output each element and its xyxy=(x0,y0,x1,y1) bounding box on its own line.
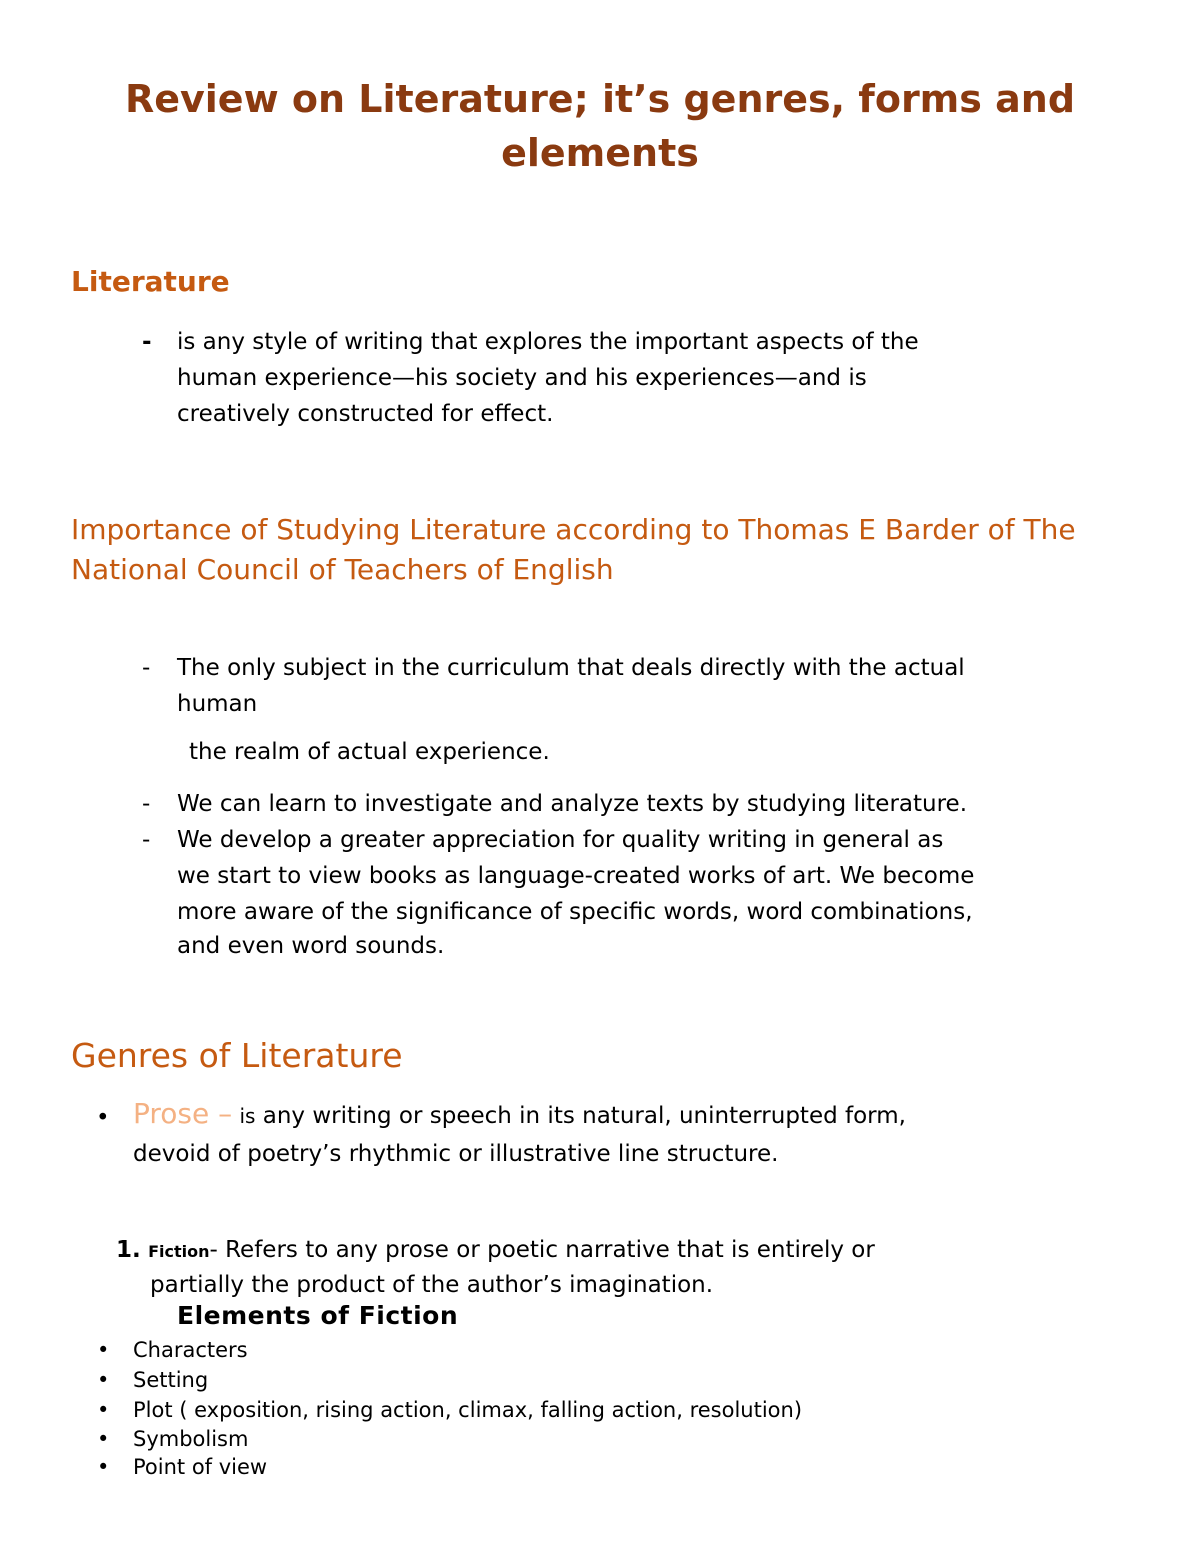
importance-bullet: - xyxy=(142,791,151,817)
prose-definition-text: any writing or speech in its natural, uninterrupted form, xyxy=(262,1103,906,1129)
literature-definition-line: creatively constructed for effect. xyxy=(177,401,554,427)
element-item: Point of view xyxy=(133,1455,268,1479)
prose-bullet: • xyxy=(96,1105,110,1131)
fiction-definition-line: partially the product of the author’s imagination. xyxy=(150,1272,714,1298)
importance-bullet: - xyxy=(142,655,151,681)
literature-definition-line: human experience—his society and his experiences—and is xyxy=(177,365,867,391)
element-item: Symbolism xyxy=(133,1427,249,1451)
fiction-definition-text: - Refers to any prose or poetic narrative that is entirely or xyxy=(209,1237,875,1263)
prose-definition-line: devoid of poetry’s rhythmic or illustrative line structure. xyxy=(133,1141,779,1167)
fiction-label: Fiction xyxy=(148,1242,210,1261)
fiction-definition-line xyxy=(116,1232,875,1270)
importance-bullet: - xyxy=(142,827,151,853)
element-item: Characters xyxy=(133,1338,248,1362)
heading-genres: Genres of Literature xyxy=(71,1036,403,1075)
importance-item-line: The only subject in the curriculum that deals directly with the actual xyxy=(177,655,965,681)
element-bullet: • xyxy=(97,1455,110,1479)
element-bullet: • xyxy=(97,1398,110,1422)
heading-importance: Importance of Studying Literature according to Thomas E Barder of The National Council of Teachers of English xyxy=(71,513,1076,586)
heading-literature: Literature xyxy=(71,265,230,298)
element-item: Setting xyxy=(133,1368,209,1392)
literature-definition-line: is any style of writing that explores the important aspects of the xyxy=(177,329,919,355)
element-bullet: • xyxy=(97,1368,110,1392)
document-title: Review on Literature; it’s genres, forms and elements xyxy=(124,77,1076,175)
importance-item-line: more aware of the significance of specific words, word combinations, xyxy=(177,899,973,925)
importance-item-line: human xyxy=(177,691,258,717)
prose-label: Prose – xyxy=(133,1097,233,1130)
prose-definition-line xyxy=(133,1096,906,1134)
element-item: Plot ( exposition, rising action, climax, falling action, resolution) xyxy=(133,1398,803,1422)
element-bullet: • xyxy=(97,1427,110,1451)
importance-item-line: we start to view books as language-created works of art. We become xyxy=(177,863,975,889)
importance-item-continuation: the realm of actual experience. xyxy=(189,739,550,765)
element-bullet: • xyxy=(97,1338,110,1362)
importance-item: We can learn to investigate and analyze texts by studying literature. xyxy=(177,791,968,817)
literature-bullet: - xyxy=(142,329,152,355)
importance-item-line: and even word sounds. xyxy=(177,933,445,959)
prose-is: is xyxy=(239,1104,256,1128)
importance-item-line: We develop a greater appreciation for quality writing in general as xyxy=(177,827,944,853)
fiction-number: 1. xyxy=(116,1237,141,1263)
elements-of-fiction-heading: Elements of Fiction xyxy=(177,1301,459,1330)
